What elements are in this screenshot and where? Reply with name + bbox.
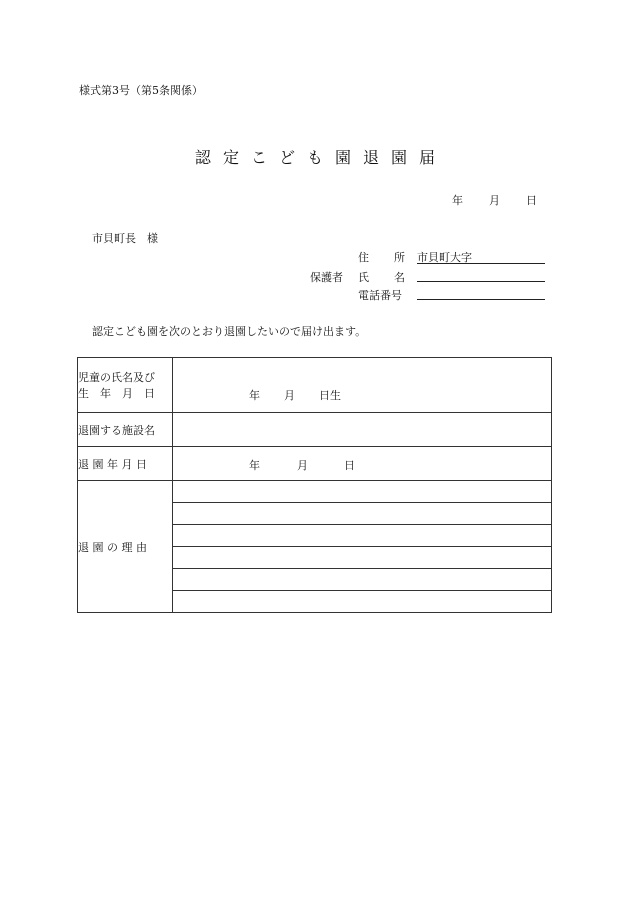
reason-line[interactable] [173,591,551,612]
title-char: 定 [222,148,239,167]
dob-year-label: 年 [249,389,260,402]
title-char: 園 [335,148,352,167]
address-value: 市貝町大字 [417,251,472,264]
reason-line[interactable] [173,503,551,525]
withdrawal-date-label: 退 園 年 月 日 [78,447,173,481]
title-char: 退 [363,148,380,167]
title-char: 届 [419,148,436,167]
addressee: 市貝町長 様 [92,232,158,245]
withdrawal-reason-field[interactable] [173,481,552,613]
title-char: も [306,148,323,167]
title-char: 認 [194,148,211,167]
date-year-label: 年 [452,194,463,207]
address-label-2: 所 [394,251,405,264]
reason-line[interactable] [173,547,551,569]
address-field[interactable] [417,249,545,264]
form-number: 様式第3号（第5条関係） [79,84,203,97]
dob-month-label: 月 [284,389,295,402]
withdrawal-year-label: 年 [249,459,260,472]
phone-field[interactable] [417,285,545,300]
withdrawal-day-label: 日 [344,459,355,472]
withdrawal-month-label: 月 [297,459,308,472]
name-field[interactable] [417,267,545,282]
guardian-label: 保護者 [310,271,343,284]
withdrawal-reason-label: 退 園 の 理 由 [78,481,173,613]
name-label-2: 名 [394,271,405,284]
withdrawal-form-table [77,357,552,613]
date-month-label: 月 [489,194,500,207]
facility-name-label: 退園する施設名 [78,413,173,447]
phone-label: 電話番号 [358,289,402,302]
child-name-dob-field[interactable] [173,358,552,413]
page-title [0,145,630,168]
statement: 認定こども園を次のとおり退園したいので届け出ます。 [92,325,367,338]
child-name-dob-label-line2: 生 年 月 日 [78,387,155,400]
name-label-1: 氏 [358,271,369,284]
title-char: こ [250,148,267,167]
reason-line[interactable] [173,481,551,503]
child-name-dob-label-line1: 児童の氏名及び [78,371,155,384]
title-char: ど [278,148,295,167]
reason-line[interactable] [173,525,551,547]
dob-day-label: 日生 [319,389,341,402]
submission-date [452,192,537,208]
date-day-label: 日 [526,194,537,207]
title-char: 園 [391,148,408,167]
facility-name-field[interactable] [173,413,552,447]
withdrawal-date-field[interactable] [173,447,552,481]
reason-line[interactable] [173,569,551,591]
child-name-dob-label [78,358,173,413]
address-label-1: 住 [358,251,369,264]
